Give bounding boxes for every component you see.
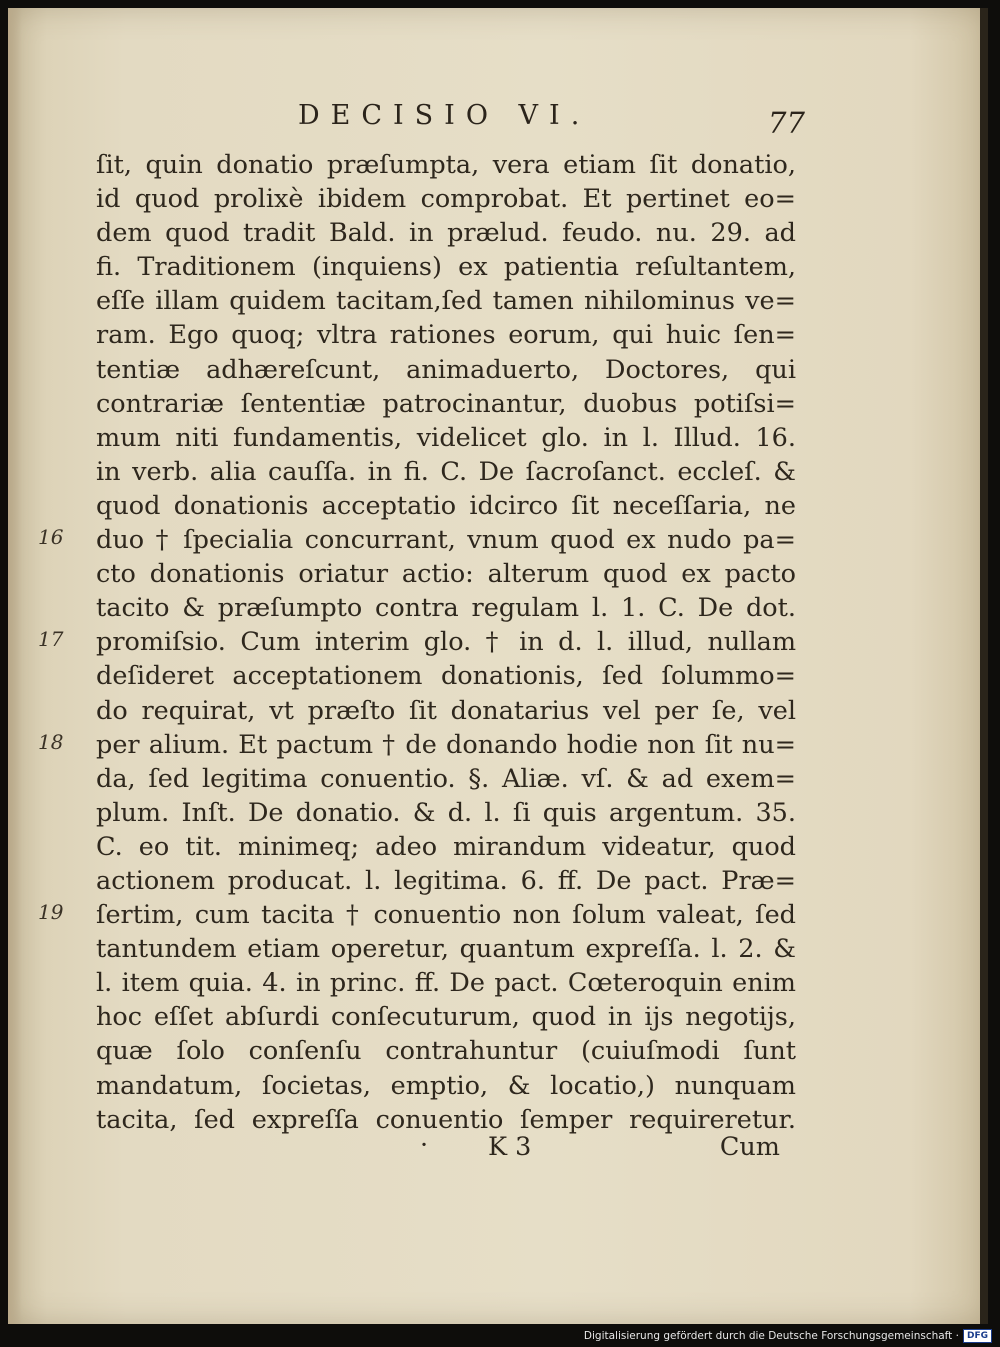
text-line: ſit, quin donatio præſumpta, vera etiam ſit donatio, <box>96 150 796 180</box>
text-line: hoc eſſet abſurdi conſecuturum, quod in ijs negotijs, <box>96 1002 796 1033</box>
catchline-dot: · <box>420 1130 429 1160</box>
marginal-number: 18 <box>38 729 64 754</box>
text-line: promiſsio. Cum interim glo. † in d. l. illud, nullam <box>96 627 796 658</box>
text-line: actionem producat. l. legitima. 6. ff. De pact. Præ= <box>96 865 796 896</box>
text-line: l. item quia. 4. in princ. ff. De pact. Cœteroquin enim <box>96 968 796 999</box>
text-line: ſertim, cum tacita † conuentio non ſolum valeat, ſed <box>96 900 796 931</box>
text-line: tacito & præſumpto contra regulam l. 1. C. De dot. <box>96 593 796 624</box>
text-line: id quod prolixè ibidem comprobat. Et pertinet eo= <box>96 184 796 215</box>
text-line: eſſe illam quidem tacitam,ſed tamen nihilominus ve= <box>96 286 796 317</box>
text-line: in verb. alia cauſſa. in fi. C. De ſacroſanct. eccleſ. & <box>96 456 796 487</box>
text-line: per alium. Et pactum † de donando hodie non ſit nu= <box>96 729 796 760</box>
text-line: plum. Inſt. De donatio. & d. l. ſi quis argentum. 35. <box>96 797 796 828</box>
book-page <box>8 8 988 1324</box>
text-line: mum niti fundamentis, videlicet glo. in l. Illud. 16. <box>96 422 796 453</box>
text-line: C. eo tit. minimeq; adeo mirandum videatur, quod <box>96 831 796 862</box>
dfg-logo: DFG <box>963 1329 992 1343</box>
digitization-credit <box>584 1329 992 1343</box>
text-line: da, ſed legitima conuentio. §. Aliæ. vſ. & ad exem= <box>96 763 796 794</box>
text-line: quod donationis acceptatio idcirco ſit neceſſaria, ne <box>96 490 796 521</box>
catchword: Cum <box>719 1132 780 1162</box>
text-line: cto donationis oriatur actio: alterum quod ex pacto <box>96 559 796 590</box>
text-line: ram. Ego quoq; vltra rationes eorum, qui huic ſen= <box>96 320 796 351</box>
page-gutter-shadow <box>8 8 22 1324</box>
text-line: dem quod tradit Bald. in prælud. feudo. nu. 29. ad <box>96 218 796 249</box>
text-line: tentiæ adhæreſcunt, animaduerto, Doctores, qui <box>96 354 796 385</box>
marginal-number: 16 <box>38 525 64 550</box>
page-edge <box>980 8 988 1324</box>
text-line: mandatum, ſocietas, emptio, & locatio,) nunquam <box>96 1070 796 1101</box>
body-text <box>96 148 796 1137</box>
page-number: 77 <box>768 106 805 140</box>
catchline <box>308 1132 788 1166</box>
text-line: contrariæ ſententiæ patrocinantur, duobus potiſsi= <box>96 388 796 419</box>
credit-text: Digitalisierung gefördert durch die Deutsche Forschungsgemeinschaft · <box>583 1330 959 1342</box>
text-line: do requirat, vt præſto ſit donatarius vel per ſe, vel <box>96 695 796 726</box>
text-line: tacita, ſed expreſſa conuentio ſemper requireretur. <box>96 1104 796 1135</box>
text-line: quæ ſolo conſenſu contrahuntur (cuiuſmodi ſunt <box>96 1036 796 1067</box>
text-line: deſideret acceptationem donationis, ſed ſolummo= <box>96 661 796 692</box>
text-line: tantundem etiam operetur, quantum expreſſa. l. 2. & <box>96 934 796 965</box>
running-head: DECISIO VI. <box>298 100 591 131</box>
signature-mark: K 3 <box>488 1132 532 1162</box>
text-line: duo † ſpecialia concurrant, vnum quod ex nudo pa= <box>96 525 796 556</box>
marginal-number: 17 <box>38 627 64 652</box>
text-line: fi. Traditionem (inquiens) ex patientia reſultantem, <box>96 252 796 283</box>
marginal-number: 19 <box>38 900 64 925</box>
